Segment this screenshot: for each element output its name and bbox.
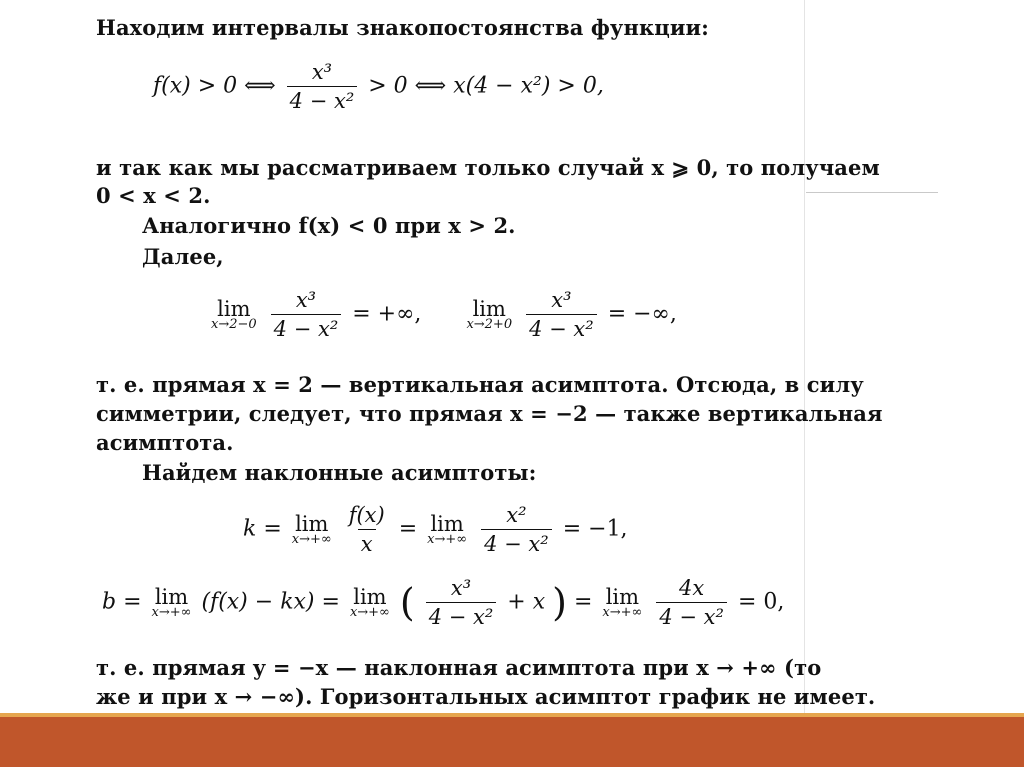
eq3-lim2-word: lim xyxy=(430,512,464,536)
eq2-frac2-num: x³ xyxy=(551,288,572,312)
eq4-lim3-sub: x→+∞ xyxy=(602,605,643,620)
eq4-frac1-num: x³ xyxy=(450,576,472,600)
eq2-lim2-word: lim xyxy=(472,297,506,321)
eq3-frac1-num: f(x) xyxy=(348,503,385,527)
eq3-frac2 xyxy=(481,503,552,556)
eq4-lim1 xyxy=(152,585,192,620)
equation-k xyxy=(243,503,628,556)
eq1-fraction xyxy=(287,60,358,113)
eq2-lim2 xyxy=(466,297,512,332)
eq4-lim1-word: lim xyxy=(154,585,189,609)
para1-line1: и так как мы рассматриваем только случай x ⩾ 0, то получаем xyxy=(96,155,880,180)
para1-line2: 0 < x < 2. xyxy=(96,183,211,208)
footer-bar xyxy=(0,717,1024,767)
decorative-line xyxy=(806,192,938,193)
eq4-paren-open: ( xyxy=(399,580,415,625)
eq4-frac2-num: 4x xyxy=(679,576,705,600)
eq3-lim1-word: lim xyxy=(295,512,329,536)
eq1-left: f(x) > 0 ⟺ xyxy=(153,73,276,99)
eq4-plus-x: + x xyxy=(507,589,546,615)
eq2-lim1-word: lim xyxy=(217,297,251,321)
analog-line: Аналогично f(x) < 0 при x > 2. xyxy=(142,213,516,238)
eq1-frac-num: x³ xyxy=(311,60,333,84)
eq2-res2: = −∞, xyxy=(607,301,677,327)
para2-line3: асимптота. xyxy=(96,430,234,455)
eq1-mid: > 0 ⟺ x(4 − x²) > 0, xyxy=(368,73,604,99)
eq4-res: = 0, xyxy=(737,589,785,615)
eq4-frac2 xyxy=(656,576,727,629)
heading-text: Находим интервалы знакопостоянства функции: xyxy=(96,15,710,40)
eq3-eq: = xyxy=(398,516,418,542)
eq4-frac1 xyxy=(426,576,497,629)
eq3-frac1 xyxy=(346,503,388,556)
eq3-frac2-num: x² xyxy=(506,503,527,527)
eq3-frac2-den: 4 − x² xyxy=(481,529,552,556)
eq4-lim2-word: lim xyxy=(353,585,387,609)
eq2-frac1 xyxy=(271,288,342,341)
eq1-frac-den: 4 − x² xyxy=(287,86,358,113)
naidem-line: Найдем наклонные асимптоты: xyxy=(142,460,537,485)
eq3-lim1-sub: x→+∞ xyxy=(291,532,332,547)
eq4-lim3-word: lim xyxy=(605,585,640,609)
eq4-frac1-den: 4 − x² xyxy=(426,602,497,629)
eq2-frac2 xyxy=(526,288,597,341)
para2-line1: т. е. прямая x = 2 — вертикальная асимптота. Отсюда, в силу xyxy=(96,372,864,397)
eq2-frac1-den: 4 − x² xyxy=(271,314,342,341)
eq3-res: = −1, xyxy=(562,516,628,542)
equation-sign-intervals xyxy=(153,60,604,113)
eq4-lim2 xyxy=(350,585,390,620)
eq4-lim3 xyxy=(602,585,642,620)
eq3-lim1 xyxy=(292,512,332,547)
eq4-lim2-sub: x→+∞ xyxy=(349,605,390,620)
para3-line2: же и при x → −∞). Горизонтальных асимптот график не имеет. xyxy=(96,684,876,709)
eq4-lim1-sub: x→+∞ xyxy=(151,605,192,620)
eq3-k: k = xyxy=(243,516,282,542)
eq3-frac1-den: x xyxy=(358,529,376,556)
eq4-frac2-den: 4 − x² xyxy=(656,602,727,629)
equation-b xyxy=(102,576,784,629)
eq3-lim2 xyxy=(427,512,467,547)
eq2-lim1-sub: x→2−0 xyxy=(211,317,257,332)
eq4-b: b = xyxy=(102,589,142,615)
eq4-paren-close: ) xyxy=(552,580,567,625)
eq3-lim2-sub: x→+∞ xyxy=(427,532,468,547)
eq2-frac2-den: 4 − x² xyxy=(526,314,597,341)
eq2-lim1 xyxy=(211,297,257,332)
para3-line1: т. е. прямая y = −x — наклонная асимптота при x → +∞ (то xyxy=(96,655,822,680)
para2-line2: симметрии, следует, что прямая x = −2 — также вертикальная xyxy=(96,401,883,426)
eq4-part1: (f(x) − kx) = xyxy=(201,589,340,615)
eq2-res1: = +∞, xyxy=(352,301,422,327)
eq2-lim2-sub: x→2+0 xyxy=(466,317,513,332)
equation-vertical-limits xyxy=(208,288,677,341)
eq4-eq: = xyxy=(573,589,593,615)
dalee-line: Далее, xyxy=(142,244,224,269)
eq2-frac1-num: x³ xyxy=(295,288,317,312)
